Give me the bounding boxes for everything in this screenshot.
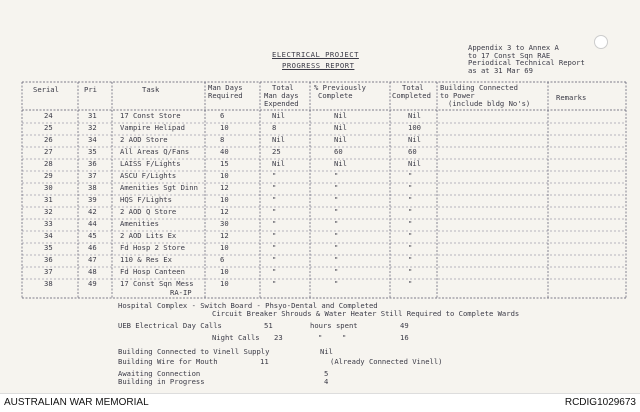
cell-comp: " (408, 183, 413, 192)
cell-prev: " (334, 231, 339, 240)
cell-serial: 28 (44, 159, 53, 168)
cell-prev: " (334, 183, 339, 192)
cell-comp: " (408, 195, 413, 204)
header-previously: Complete (318, 91, 353, 100)
cell-pri: 38 (88, 183, 97, 192)
cell-comp: " (408, 255, 413, 264)
report-title: ELECTRICAL PROJECT (272, 50, 359, 59)
note-hospital-detail: Circuit Breaker Shrouds & Water Heater Still Required to Complete Wards (212, 309, 520, 318)
cell-prev: " (334, 279, 339, 288)
cell-task: 2 AOD Store (120, 135, 168, 144)
cell-task: 110 & Res Ex (120, 255, 172, 264)
cell-task-extra: RA-IP (170, 288, 192, 297)
cell-pri: 48 (88, 267, 97, 276)
appendix-line: to 17 Const Sqn RAE (468, 50, 551, 60)
note-progress-value: 4 (324, 377, 329, 386)
header-building: to Power (440, 91, 475, 100)
footer-source: AUSTRALIAN WAR MEMORIAL (4, 397, 149, 408)
cell-days: 10 (220, 195, 229, 204)
cell-task: Fd Hosp Canteen (120, 267, 185, 276)
cell-pri: 49 (88, 279, 97, 288)
cell-days: 10 (220, 267, 229, 276)
cell-days: 10 (220, 279, 229, 288)
header-mandays: Required (208, 91, 243, 100)
cell-total: " (272, 243, 277, 252)
cell-prev: Nil (334, 159, 347, 168)
cell-total: " (272, 279, 277, 288)
cell-days: 8 (220, 135, 225, 144)
cell-pri: 46 (88, 243, 97, 252)
header-total-completed: Total (402, 83, 424, 92)
cell-comp: " (408, 279, 413, 288)
cell-pri: 39 (88, 195, 97, 204)
cell-pri: 47 (88, 255, 97, 264)
cell-prev: " (334, 207, 339, 216)
cell-days: 10 (220, 171, 229, 180)
note-night-calls: 23 (274, 333, 283, 342)
cell-serial: 34 (44, 231, 53, 240)
header-total-completed: Completed (392, 91, 431, 100)
header-building: Building Connected (440, 83, 518, 92)
cell-task: 17 Const Store (120, 111, 181, 120)
cell-pri: 44 (88, 219, 97, 228)
cell-comp: " (408, 243, 413, 252)
note-night-hours: 16 (400, 333, 409, 342)
note-wire-label: Building Wire for Mouth (118, 357, 218, 366)
cell-total: " (272, 195, 277, 204)
cell-prev: " (334, 243, 339, 252)
cell-total: " (272, 171, 277, 180)
cell-comp: " (408, 207, 413, 216)
cell-serial: 27 (44, 147, 53, 156)
cell-pri: 35 (88, 147, 97, 156)
cell-total: " (272, 207, 277, 216)
cell-comp: Nil (408, 111, 421, 120)
cell-pri: 45 (88, 231, 97, 240)
note-vinell-value: Nil (320, 347, 333, 356)
note-awaiting-value: 5 (324, 369, 329, 378)
cell-total: " (272, 183, 277, 192)
cell-comp: 60 (408, 147, 417, 156)
cell-prev: " (334, 195, 339, 204)
note-hospital: Hospital Complex - Switch Board - Phsyo-Dental and Completed (118, 301, 378, 310)
cell-task: HQS F/Lights (120, 195, 172, 204)
header-serial: Serial (33, 85, 59, 94)
cell-task: All Areas Q/Fans (120, 147, 190, 156)
header-building: (include bldg No's) (448, 99, 531, 108)
footer-id: RCDIG1029673 (564, 397, 636, 408)
cell-total: " (272, 231, 277, 240)
cell-task: Vampire Helipad (120, 123, 185, 132)
cell-serial: 29 (44, 171, 53, 180)
archive-footer (0, 393, 640, 412)
note-awaiting-label: Awaiting Connection (118, 369, 201, 378)
header-mandays: Man Days (208, 83, 243, 92)
note-ueb-label: UEB Electrical Day Calls (118, 321, 222, 330)
cell-prev: " (334, 255, 339, 264)
cell-comp: Nil (408, 159, 421, 168)
header-total: Total (272, 83, 294, 92)
note-vinell-label: Building Connected to Vinell Supply (118, 347, 270, 356)
cell-days: 6 (220, 255, 225, 264)
note-hours-spent: hours spent (310, 321, 358, 330)
cell-days: 12 (220, 231, 229, 240)
note-ueb-day-calls: 51 (264, 321, 273, 330)
cell-comp: " (408, 219, 413, 228)
appendix-line: Periodical Technical Report (468, 58, 585, 68)
cell-comp: " (408, 231, 413, 240)
note-wire-value: 11 (260, 357, 269, 366)
cell-comp: " (408, 171, 413, 180)
cell-prev: " (334, 171, 339, 180)
cell-total: " (272, 267, 277, 276)
cell-prev: Nil (334, 111, 347, 120)
cell-task: 2 AOD Lits Ex (120, 231, 177, 240)
report-subtitle: PROGRESS REPORT (282, 61, 355, 70)
cell-total: Nil (272, 135, 285, 144)
header-total: Man days (264, 91, 299, 100)
cell-prev: Nil (334, 135, 347, 144)
cell-serial: 33 (44, 219, 53, 228)
cell-task: Amenities (120, 219, 159, 228)
appendix-line: as at 31 Mar 69 (468, 65, 533, 75)
cell-task: 17 Const Sqn Mess (120, 279, 194, 288)
header-previously: % Previously (314, 83, 366, 92)
cell-serial: 35 (44, 243, 53, 252)
cell-total: Nil (272, 111, 285, 120)
header-total: Expended (264, 99, 299, 108)
cell-days: 10 (220, 243, 229, 252)
cell-serial: 36 (44, 255, 53, 264)
cell-prev: " (334, 219, 339, 228)
cell-serial: 24 (44, 111, 53, 120)
cell-task: LAISS F/Lights (120, 159, 181, 168)
cell-task: ASCU F/Lights (120, 171, 177, 180)
note-ditto: " (342, 333, 347, 342)
note-day-hours: 49 (400, 321, 409, 330)
cell-serial: 31 (44, 195, 53, 204)
cell-prev: 60 (334, 147, 343, 156)
cell-total: 25 (272, 147, 281, 156)
cell-pri: 37 (88, 171, 97, 180)
note-already: (Already Connected Vinell) (330, 357, 443, 366)
cell-days: 6 (220, 111, 225, 120)
cell-pri: 31 (88, 111, 97, 120)
cell-pri: 42 (88, 207, 97, 216)
header-pri: Pri (84, 85, 97, 94)
cell-serial: 25 (44, 123, 53, 132)
cell-days: 12 (220, 207, 229, 216)
cell-serial: 30 (44, 183, 53, 192)
cell-total: " (272, 255, 277, 264)
cell-pri: 36 (88, 159, 97, 168)
cell-comp: " (408, 267, 413, 276)
cell-task: Fd Hosp 2 Store (120, 243, 185, 252)
cell-total: " (272, 219, 277, 228)
cell-comp: 100 (408, 123, 421, 132)
cell-days: 15 (220, 159, 229, 168)
header-task: Task (142, 85, 160, 94)
cell-pri: 32 (88, 123, 97, 132)
cell-serial: 26 (44, 135, 53, 144)
cell-serial: 38 (44, 279, 53, 288)
cell-task: 2 AOD Q Store (120, 207, 177, 216)
note-progress-label: Building in Progress (118, 377, 205, 386)
cell-days: 40 (220, 147, 229, 156)
cell-total: Nil (272, 159, 285, 168)
appendix-line: Appendix 3 to Annex A (468, 43, 559, 52)
cell-total: 8 (272, 123, 277, 132)
note-ditto: " (318, 333, 323, 342)
cell-comp: Nil (408, 135, 421, 144)
note-night-label: Night Calls (212, 333, 260, 342)
cell-pri: 34 (88, 135, 97, 144)
cell-serial: 37 (44, 267, 53, 276)
cell-days: 12 (220, 183, 229, 192)
cell-days: 10 (220, 123, 229, 132)
cell-prev: Nil (334, 123, 347, 132)
cell-prev: " (334, 267, 339, 276)
cell-serial: 32 (44, 207, 53, 216)
cell-task: Amenities Sgt Dinn (120, 183, 198, 192)
cell-days: 30 (220, 219, 229, 228)
header-remarks: Remarks (556, 93, 587, 102)
